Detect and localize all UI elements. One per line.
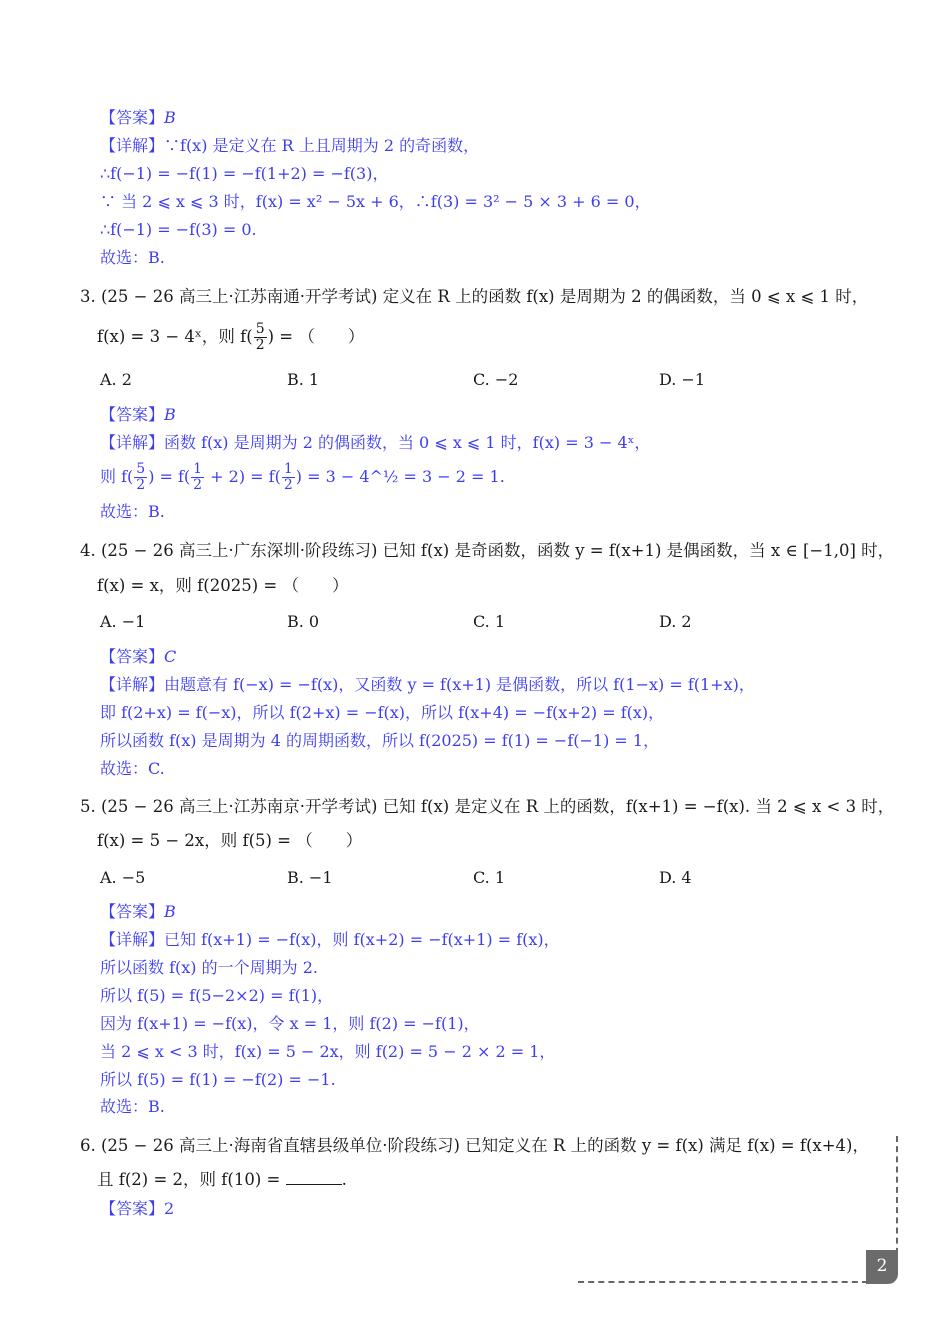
question-stem: 定义在 R 上的函数 f(x) 是周期为 2 的偶函数，当 0 ⩽ x ⩽ 1 时，: [382, 287, 869, 306]
question-source: (25 − 26 高三上·江苏南通·开学考试): [101, 287, 378, 306]
q4-stem-line-2: f(x) = x，则 f(2025) = （ ）: [97, 576, 349, 595]
q4-answer: [100, 646, 176, 668]
detail-text: ) = f(: [148, 467, 191, 486]
q3-option-c: C. −2: [473, 370, 519, 389]
q5-option-c: C. 1: [473, 868, 506, 887]
question-source: (25 − 26 高三上·海南省直辖县级单位·阶段练习): [101, 1136, 460, 1155]
answer-label: 【答案】: [100, 405, 165, 424]
q3-option-d: D. −1: [659, 370, 706, 389]
page-number: 2: [866, 1250, 898, 1284]
q4-option-d: D. 2: [659, 612, 692, 631]
q5-option-a: A. −5: [100, 868, 146, 887]
fraction-denominator: 2: [193, 477, 203, 493]
question-stem: 已知定义在 R 上的函数 y = f(x) 满足 f(x) = f(x+4)，: [465, 1136, 869, 1155]
question-stem: 已知 f(x) 是奇函数，函数 y = f(x+1) 是偶函数，当 x ∈ [−1,0] 时，: [382, 541, 895, 560]
q5-detail-line: [100, 929, 560, 951]
detail-text: + 2) = f(: [205, 467, 281, 486]
q5-detail-line: 所以函数 f(x) 的一个周期为 2.: [100, 958, 318, 977]
q2-conclusion: 故选：B.: [100, 248, 165, 267]
fraction-numerator: 5: [255, 321, 265, 337]
q2-detail-line: ∴f(−1) = −f(3) = 0.: [100, 220, 257, 239]
q3-answer: [100, 404, 176, 426]
fraction-numerator: 5: [136, 461, 146, 477]
answer-label: 【答案】: [100, 108, 165, 127]
detail-text: 函数 f(x) 是周期为 2 的偶函数，当 0 ⩽ x ⩽ 1 时，f(x) = 3 − 4ˣ，: [164, 433, 651, 452]
q4-detail-line: 即 f(2+x) = f(−x)，所以 f(2+x) = −f(x)，所以 f(x+4) = −f(x+2) = f(x)，: [100, 703, 665, 722]
answer-value: B: [164, 405, 176, 424]
q5-stem-line: [80, 796, 894, 818]
q3-detail-line: [100, 432, 650, 454]
detail-label: 【详解】: [100, 136, 165, 155]
q5-conclusion: 故选：B.: [100, 1097, 165, 1116]
q3-option-a: A. 2: [100, 370, 132, 389]
page-border-bottom: [578, 1281, 868, 1283]
fraction-numerator: 1: [193, 461, 203, 477]
q4-detail-line: [100, 674, 755, 696]
question-stem: .: [341, 1170, 347, 1189]
detail-text: ∵f(x) 是定义在 R 上且周期为 2 的奇函数，: [164, 136, 480, 155]
fraction: [254, 322, 267, 353]
q5-stem-line-2: f(x) = 5 − 2x，则 f(5) = （ ）: [97, 831, 363, 850]
question-source: (25 − 26 高三上·江苏南京·开学考试): [101, 797, 378, 816]
q3-stem-line-2: [97, 322, 364, 353]
question-number: 4.: [80, 541, 96, 560]
question-number: 6.: [80, 1136, 96, 1155]
q2-detail-line: ∴f(−1) = −f(1) = −f(1+2) = −f(3)，: [100, 164, 389, 183]
detail-label: 【详解】: [100, 675, 165, 694]
fraction: [134, 462, 147, 493]
q3-stem-line: [80, 286, 868, 308]
q4-option-c: C. 1: [473, 612, 506, 631]
q6-stem-line-2: [97, 1169, 347, 1191]
question-stem: 且 f(2) = 2，则 f(10) =: [97, 1170, 286, 1189]
q5-detail-line: 当 2 ⩽ x < 3 时，f(x) = 5 − 2x，则 f(2) = 5 − 2 × 2 = 1，: [100, 1042, 556, 1061]
q6-answer: [100, 1198, 174, 1220]
q3-detail-line: [100, 462, 505, 493]
question-number: 5.: [80, 797, 96, 816]
q4-stem-line: [80, 540, 894, 562]
fraction: [191, 462, 204, 493]
q4-option-b: B. 0: [287, 612, 320, 631]
page-border-right: [896, 1136, 898, 1264]
q5-option-b: B. −1: [287, 868, 333, 887]
q5-option-d: D. 4: [659, 868, 692, 887]
fraction-numerator: 1: [283, 461, 293, 477]
q4-detail-line: 所以函数 f(x) 是周期为 4 的周期函数，所以 f(2025) = f(1) = −f(−1) = 1，: [100, 731, 660, 750]
q4-option-a: A. −1: [100, 612, 146, 631]
answer-label: 【答案】: [100, 1199, 165, 1218]
detail-label: 【详解】: [100, 433, 165, 452]
answer-value: 2: [164, 1199, 175, 1218]
question-stem: ) = （ ）: [267, 327, 365, 346]
q2-detail-line: ∵ 当 2 ⩽ x ⩽ 3 时，f(x) = x² − 5x + 6，∴f(3) = 3² − 5 × 3 + 6 = 0，: [100, 192, 651, 211]
q4-conclusion: 故选：C.: [100, 759, 165, 778]
q5-detail-line: 因为 f(x+1) = −f(x)，令 x = 1，则 f(2) = −f(1)，: [100, 1014, 480, 1033]
fraction: [282, 462, 295, 493]
detail-text: 则 f(: [100, 467, 134, 486]
q2-detail-line: [100, 135, 479, 157]
fraction-denominator: 2: [283, 477, 293, 493]
answer-value: C: [164, 647, 177, 666]
question-stem: 已知 f(x) 是定义在 R 上的函数，f(x+1) = −f(x). 当 2 ⩽ x < 3 时，: [382, 797, 895, 816]
question-number: 3.: [80, 287, 96, 306]
fraction-denominator: 2: [255, 337, 265, 353]
fraction-denominator: 2: [136, 477, 146, 493]
question-source: (25 − 26 高三上·广东深圳·阶段练习): [101, 541, 378, 560]
detail-label: 【详解】: [100, 930, 165, 949]
q5-answer: [100, 901, 176, 923]
q3-conclusion: 故选：B.: [100, 502, 165, 521]
detail-text: ) = 3 − 4^½ = 3 − 2 = 1.: [295, 467, 505, 486]
question-stem: f(x) = 3 − 4ˣ，则 f(: [97, 327, 253, 346]
q5-detail-line: 所以 f(5) = f(1) = −f(2) = −1.: [100, 1070, 336, 1089]
q6-stem-line: [80, 1135, 869, 1157]
q3-option-b: B. 1: [287, 370, 320, 389]
answer-blank: [286, 1170, 342, 1185]
detail-text: 由题意有 f(−x) = −f(x)，又函数 y = f(x+1) 是偶函数，所以 f(1−x) = f(1+x)，: [164, 675, 755, 694]
answer-value: B: [164, 108, 176, 127]
answer-label: 【答案】: [100, 647, 165, 666]
answer-value: B: [164, 902, 176, 921]
q2-answer: [100, 107, 176, 129]
q5-detail-line: 所以 f(5) = f(5−2×2) = f(1)，: [100, 986, 334, 1005]
answer-label: 【答案】: [100, 902, 165, 921]
detail-text: 已知 f(x+1) = −f(x)，则 f(x+2) = −f(x+1) = f(x)，: [164, 930, 560, 949]
